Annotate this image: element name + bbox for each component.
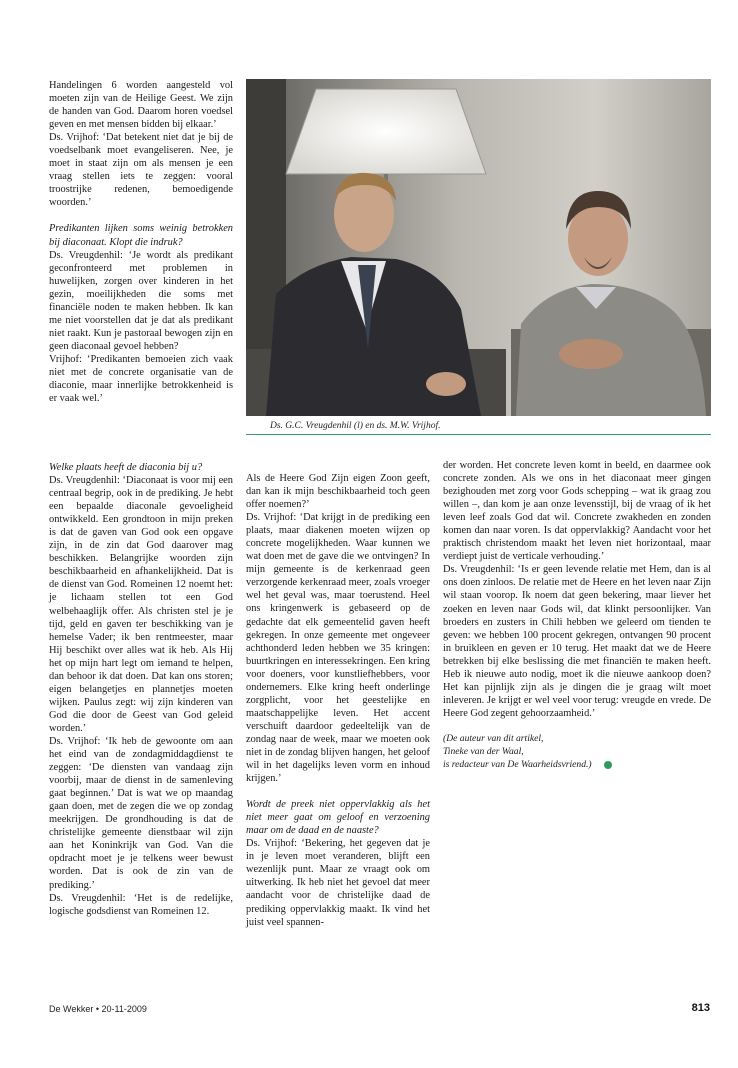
credit-line: (De auteur van dit artikel,: [443, 732, 544, 744]
footer-publication: De Wekker • 20-11-2009: [49, 1004, 147, 1014]
credit-line: Tineke van der Waal,: [443, 745, 524, 757]
credit-line-text: is redacteur van De Waarheidsvriend.): [443, 758, 592, 770]
column-3: [443, 459, 711, 771]
paragraph: Ds. Vrijhof: ‘Ik heb de gewoonte om aan het eind van de zondagmiddagdienst te zeggen: ‘De diensten van vandaag zijn voorbij, maar de dienst in de samenleving gaat beginnen.’ Dat is wat we op maandag gaan doen, met de zegen die we op zondag meekrijgen. De grondhouding is dat de christelijke gemeente dienstbaar wil zijn aan het Koninkrijk van God. Van die opdracht moet je je telkens weer bewust worden. Dat is ook de zin van de prediking.’: [49, 735, 233, 891]
column-1-top: [49, 79, 233, 405]
paragraph: Ds. Vreugdenhil: ‘Het is de redelijke, logische godsdienst van Romeinen 12.: [49, 892, 233, 917]
paragraph: Ds. Vreugdenhil: ‘Is er geen levende relatie met Hem, dan is al ons doen zinloos. De relatie met de Heere en het leven naar Zijn wil staan voorop. Ik noem dat geen bekering, maar liever het zoeken en leven naar Gods wil, dat klinkt persoonlijker. Van broeders en zusters in Chili hebben we geleerd om tienden te geven: we hebben 100 procent gekregen, ontvangen 90 procent in bruikleen en geven er 10 terug. Het maakt dat we de Heere betrekken bij elke beslissing die met financiën te maken heeft. Heb ik nieuwe auto nodig, moet ik die nieuwe aankoop doen? Het kan pijnlijk zijn als je dingen die je graag wilt moet inleveren. Je krijgt er wel veel voor terug: vreugde en vrede. De Heere God zegent gehoorzaamheid.’: [443, 564, 711, 719]
photo-caption: Ds. G.C. Vreugdenhil (l) en ds. M.W. Vrijhof.: [270, 421, 441, 431]
paragraph: der worden. Het concrete leven komt in beeld, en daarmee ook concrete zonden. Als we ons in het diaconaat meer gingen bezighouden met zorg voor Gods schepping – wat ik graag zou willen –, dan kom je aan onze levensstijl, bij de vraag of ik het leven leef zoals God dat wil. Concrete zwakheden en zonden komen dan naar voren. Is dat oppervlakkig? Aandacht voor het praktisch christendom maakt het leven niet horizontaal, maar verdiept juist de verticale verhouding.’: [443, 460, 711, 563]
credit-line: [443, 758, 711, 771]
paragraph: Ds. Vrijhof: ‘Bekering, het gegeven dat je in je leven moet veranderen, blijft een wezenlijk punt. Maar ze vraagt ook om uitwerking. Ik heb niet het gevoel dat meer aandacht voor de christelijke daad de prediking oppervlakkig maakt. Ik vind het juist veel spannen-: [246, 838, 430, 928]
caption-divider: [246, 434, 711, 435]
paragraph: Ds. Vreugdenhil: ‘Je wordt als predikant geconfronteerd met problemen in huwelijken, zorgen over kinderen in het gezin, moeilijkheden die soms met financiële noden te maken hebben. Ik kan me niet voorstellen dat je dat als predikant niet raakt. Kun je pastoraal bewogen zijn en geen diaconaal gevoel hebben?: [49, 249, 233, 352]
interview-question: Welke plaats heeft de diaconia bij u?: [49, 462, 203, 473]
column-1-bottom: [49, 461, 233, 918]
page-number: 813: [691, 1002, 710, 1014]
author-credit: [443, 732, 711, 771]
paragraph: Als de Heere God Zijn eigen Zoon geeft, dan kan ik mijn beschikbaarheid toch geen offer noemen?’: [246, 473, 430, 511]
interview-question: Wordt de preek niet oppervlakkig als het niet meer gaat om geloof en verzoening maar om de daad en de naaste?: [246, 799, 430, 837]
paragraph: Ds. Vrijhof: ‘Dat krijgt in de prediking een plaats, maar diakenen moeten wijzen op concrete mogelijkheden. Waar kunnen we wat doen met de gave die we ontvingen? In mijn gemeente is de kerkenraad geen verzorgende kerkenraad meer, zoals vroeger wel het geval was, maar toerustend. Heel ons kringenwerk is gebaseerd op de gedachte dat elk gemeentelid gaven heeft gekregen. In onze gemeente met ongeveer achthonderd leden hebben we 35 kringen: buurtkringen en interessekringen. Een kring voor doeners, voor kunstliefhebbers, voor ondernemers. Elke kring heeft onderlinge zorgplicht, voor het geestelijke en maatschappelijke leven. Het accent verschuift daardoor gedeeltelijk van de zondag naar de week, maar we moeten ook niet in de zondag blijven hangen, het geloof wil in het dagelijks leven vorm en inhoud krijgen.’: [246, 512, 430, 785]
paragraph: Vrijhof: ‘Predikanten bemoeien zich vaak niet met de concrete organisatie van de diaconie, maar innerlijke betrokkenheid is er vaak wel.’: [49, 353, 233, 405]
paragraph: Handelingen 6 worden aangesteld vol moeten zijn van de Heilige Geest. We zijn de handen van God. Daarom horen voedsel geven en met mensen bidden bij elkaar.’: [49, 80, 233, 131]
column-2: [246, 472, 430, 929]
paragraph: Ds. Vreugdenhil: ‘Diaconaat is voor mij een centraal begrip, ook in de prediking. Je hebt een bepaalde diaconale gevoeligheid ontwikkeld. Een grondtoon in mijn preken is dat de gaven van God ook een opgave zijn, in de zin dat God daarover mag beschikken. Belangrijke woorden zijn beschikbaarheid en afhankelijkheid. Dat is de dienst van God. Romeinen 12 noemt het: je lichaam stellen tot een God welbehaaglijk offer. Als christen stel je je tijd, geld en gaven ter beschikking van je hemelse Vader; ik ben rentmeester, maar Hij beschikt over alles wat ik heb. Als Hij het op mijn hart legt om iemand te helpen, dan behoor ik dat doen. Dat kan ons storen; eigen belangetjes en plannetjes moeten wijken. Paulus zegt: wij zijn kinderen van God die door de Geest van God geleid worden.’: [49, 475, 233, 734]
paragraph: Ds. Vrijhof: ‘Dat betekent niet dat je bij de voedselbank moet evangeliseren. Nee, je moet in staat zijn om als mensen je een vraag stellen iets te zeggen: vooral troostrijke redenen, bemoedigende woorden.’: [49, 132, 233, 209]
interview-photo: [246, 79, 711, 416]
interview-question: Predikanten lijken soms weinig betrokken bij diaconaat. Klopt die indruk?: [49, 223, 233, 248]
end-mark-icon: [604, 761, 612, 769]
photo-illustration: [246, 79, 711, 416]
